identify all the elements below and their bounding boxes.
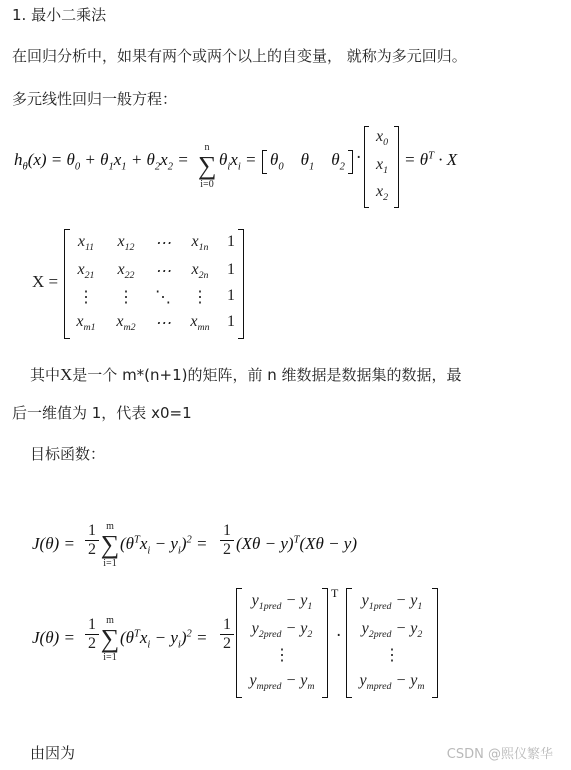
general-equation-label: 多元线性回归一般方程： <box>12 90 178 108</box>
residual-entry: $y_{mpred} - y_m$ <box>249 672 315 693</box>
dot-operator: · <box>336 626 342 646</box>
theta-row: $\theta_0$ $\theta_1$ $\theta_2$ <box>270 150 345 173</box>
matrix-cell: 1 <box>227 287 235 304</box>
residual-entry: $y_{2pred} - y_2$ <box>251 620 313 641</box>
matrix-cell: $x_{m1}$ <box>76 313 96 334</box>
description-line-1: 其中X是一个 m*(n+1)的矩阵，前 n 维数据是数据集的数据，最 <box>30 365 462 384</box>
matrix-cell: $x_{11}$ <box>77 233 95 254</box>
matrix-cell: 1 <box>227 261 235 278</box>
matrix-cell: $x_{21}$ <box>77 261 95 282</box>
objective2-lhs: J(θ) = <box>32 628 75 647</box>
matrix-cell: ⋯ <box>155 315 171 332</box>
matrix-cell: $x_{2n}$ <box>191 261 209 282</box>
matrix-cell: 1 <box>227 233 235 250</box>
residual-entry: $y_{2pred} - y_2$ <box>361 620 423 641</box>
matrix-cell: $x_{1n}$ <box>191 233 209 254</box>
dot-operator: · <box>356 148 362 168</box>
matrix-cell: $x_{12}$ <box>117 233 135 254</box>
matrix-cell: ⋯ <box>155 235 171 252</box>
matrix-cell: ⋮ <box>118 289 134 306</box>
one-half-fraction: $\frac{1}{2}$ <box>220 522 234 559</box>
x-vector-entry: $x_2$ <box>375 183 389 204</box>
matrix-cell: ⋯ <box>155 263 171 280</box>
one-half-fraction: $\frac{1}{2}$ <box>220 616 234 653</box>
transpose-superscript: T <box>331 586 339 600</box>
hypothesis-lhs: $h_\theta(x) = \theta_0 + \theta_1x_1 + \theta_2x_2$ = <box>14 150 189 173</box>
residual-entry: ⋮ <box>384 647 400 664</box>
hypothesis-rhs: = $\theta^T \cdot X$ <box>404 150 458 169</box>
intro-text: 在回归分析中，如果有两个或两个以上的自变量， 就称为多元回归。 <box>12 47 467 65</box>
residual-vector2-right-bracket <box>432 588 438 698</box>
objective2-sum-body: $(\theta^Tx_i - y_i)^2$ = <box>120 628 208 651</box>
x-vector-right-bracket <box>394 126 399 208</box>
x-vector-entry: $x_0$ <box>375 128 389 149</box>
csdn-watermark: CSDN @熙仪繁华 <box>446 747 553 762</box>
residual-entry: $y_{1pred} - y_1$ <box>361 592 423 613</box>
residual-vector-right-bracket <box>322 588 328 698</box>
objective-matrix-form: $(X\theta - y)^T(X\theta - y)$ <box>236 534 358 553</box>
matrix-cell: 1 <box>227 313 235 330</box>
objective-sum-body: $(\theta^Tx_i - y_i)^2$ = <box>120 534 208 557</box>
one-half-fraction: $\frac{1}{2}$ <box>85 522 99 559</box>
sum-symbol-m: m ∑ i=1 <box>100 615 120 663</box>
description-line-2: 后一维值为 1，代表 x0=1 <box>12 404 192 422</box>
sum-symbol-m: m ∑ i=1 <box>100 521 120 569</box>
hypothesis-sum-body: $\theta_ix_i$ = <box>219 150 257 173</box>
theta-row-left-bracket <box>262 150 267 174</box>
residual-entry: ⋮ <box>274 647 290 664</box>
matrix-cell: ⋮ <box>78 289 94 306</box>
matrix-x-label: X = <box>32 272 59 291</box>
residual-entry: $y_{mpred} - y_m$ <box>359 672 425 693</box>
section-heading: 1. 最小二乘法 <box>12 6 107 24</box>
description-symbol: X <box>60 365 73 384</box>
hypothesis-equation <box>14 150 189 172</box>
matrix-cell: $x_{m2}$ <box>116 313 136 334</box>
matrix-cell: ⋱ <box>155 289 171 306</box>
residual-entry: $y_{1pred} - y_1$ <box>251 592 313 613</box>
one-half-fraction: $\frac{1}{2}$ <box>85 616 99 653</box>
sum-symbol-n: n ∑ i=0 <box>198 142 217 190</box>
matrix-cell: ⋮ <box>192 289 208 306</box>
objective-lhs: J(θ) = <box>32 534 75 553</box>
matrix-cell: $x_{mn}$ <box>190 313 210 334</box>
matrix-cell: $x_{22}$ <box>117 261 135 282</box>
x-vector-entry: $x_1$ <box>375 156 389 177</box>
theta-row-right-bracket <box>348 150 353 174</box>
objective-label: 目标函数： <box>30 445 106 463</box>
because-label: 由因为 <box>30 744 76 762</box>
